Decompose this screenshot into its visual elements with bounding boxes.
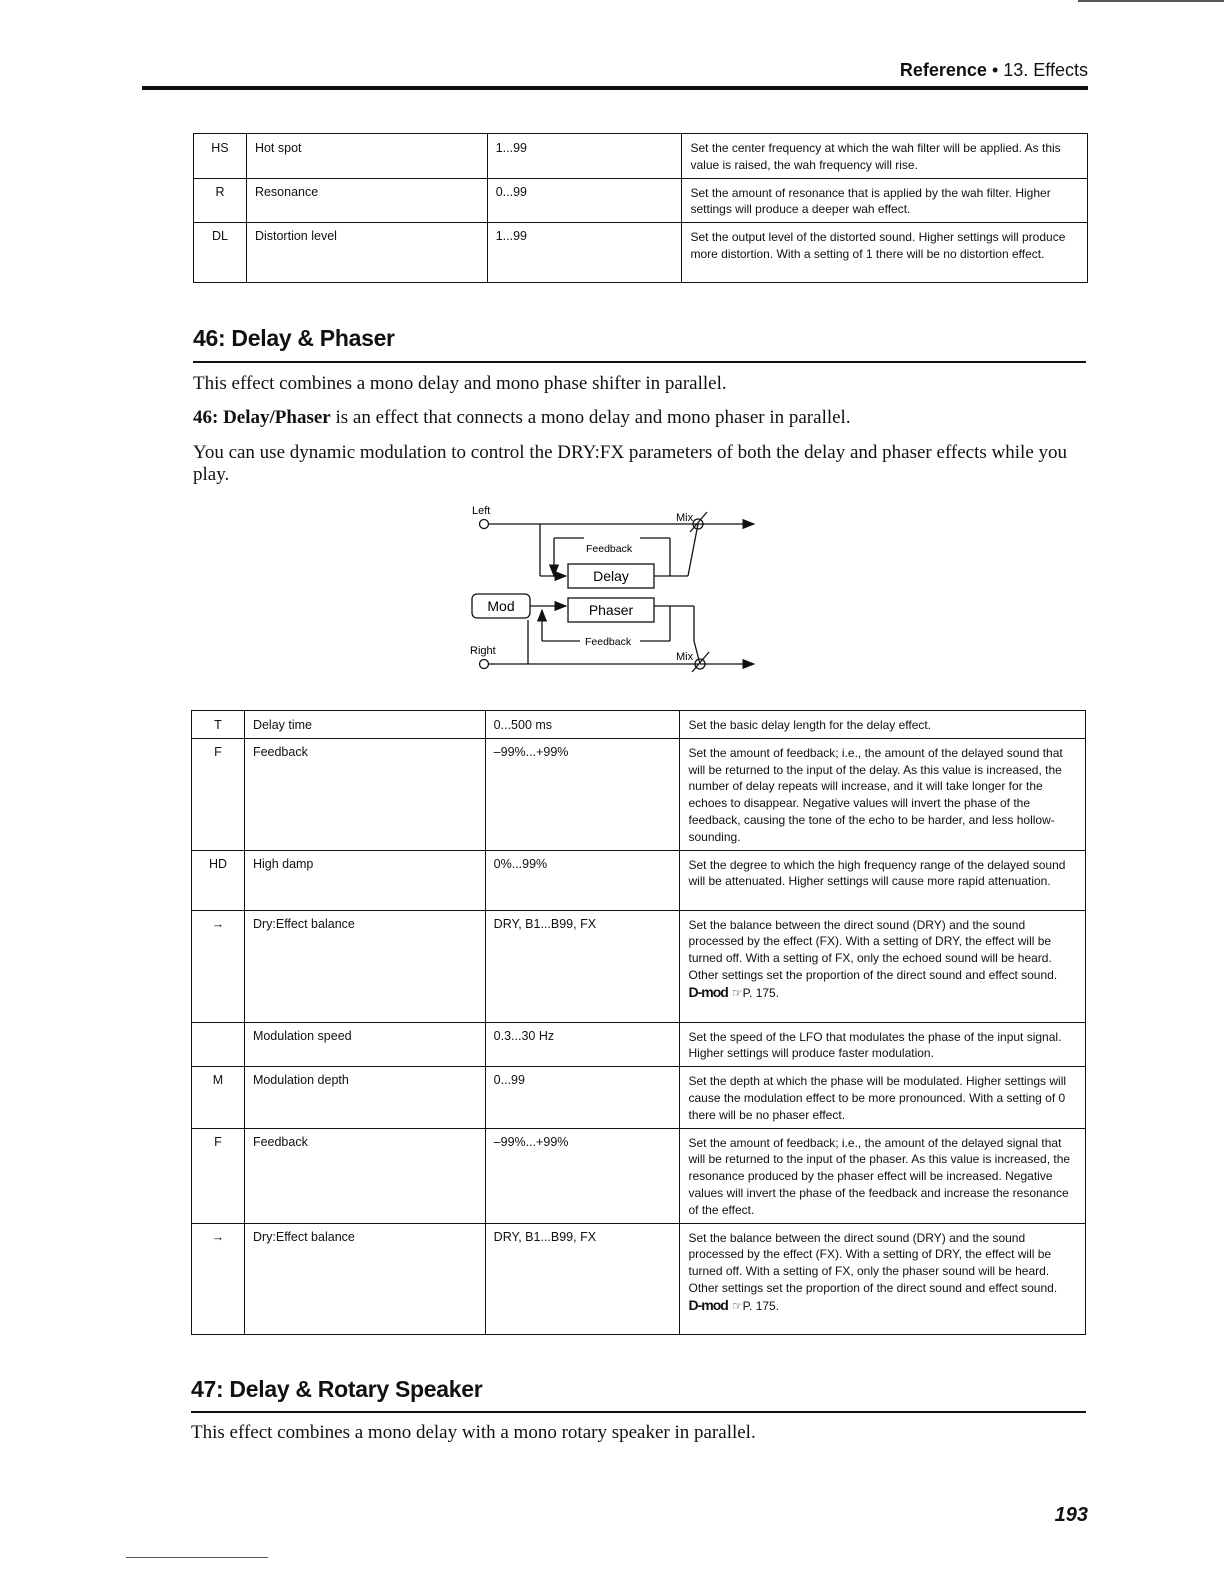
param-name: High damp xyxy=(244,850,485,910)
param-abbr: T xyxy=(192,711,245,739)
param-range: 0.3...30 Hz xyxy=(485,1022,680,1067)
param-desc xyxy=(680,910,1086,1022)
param-range: 0...500 ms xyxy=(485,711,680,739)
section-46-para-3: You can use dynamic modulation to control the DRY:FX parameters of both the delay and phaser effects while you play. xyxy=(193,442,1067,485)
param-name: Resonance xyxy=(246,178,487,223)
param-desc-text: Set the balance between the direct sound (DRY) and the sound processed by the effect (FX). With a setting of DRY, the effect will be turned off. With a setting of FX, only the echoed sound will be heard. Other settings set the proportion of the direct sound and effect sound. xyxy=(688,917,1058,982)
param-abbr: HS xyxy=(194,134,247,179)
mix-top-label: Mix xyxy=(676,512,694,524)
left-input-jack xyxy=(480,520,489,529)
param-range: 0...99 xyxy=(485,1067,680,1128)
param-range: DRY, B1...B99, FX xyxy=(485,910,680,1022)
table-row xyxy=(192,850,1086,910)
param-name: Modulation depth xyxy=(244,1067,485,1128)
param-range: –99%...+99% xyxy=(485,738,680,850)
header-section: Reference xyxy=(899,60,987,80)
effect-name-bold: 46: Delay/Phaser xyxy=(193,407,331,428)
section-46-para-1: This effect combines a mono delay and mono phase shifter in parallel. xyxy=(193,373,727,394)
section-title-47: 47: Delay & Rotary Speaker xyxy=(191,1376,483,1402)
mod-block-label: Mod xyxy=(487,598,515,614)
delay-to-mix-line xyxy=(688,524,698,576)
param-range: 1...99 xyxy=(487,223,682,283)
param-desc: Set the basic delay length for the delay effect. xyxy=(680,711,1086,739)
feedback-top-label: Feedback xyxy=(586,543,633,555)
param-desc: Set the degree to which the high frequency range of the delayed sound will be attenuated. Higher settings will cause more rapid attenuation. xyxy=(680,850,1086,910)
param-name: Modulation speed xyxy=(244,1022,485,1067)
param-desc: Set the amount of feedback; i.e., the amount of the delayed sound that will be returned to the input of the delay. As this value is increased, the number of delay repeats will increase, and it will take longer for the echoes to disappear. Negative values will invert the phase of the feedback, causing the tone of the echo to be harder, and less hollow-sounding. xyxy=(680,738,1086,850)
section-47-para-1: This effect combines a mono delay with a mono rotary speaker in parallel. xyxy=(191,1422,756,1443)
param-desc: Set the depth at which the phase will be modulated. Higher settings will cause the modulation effect to be more pronounced. With a setting of 0 there will be no phaser effect. xyxy=(680,1067,1086,1128)
param-desc xyxy=(680,1223,1086,1334)
section-rule-47 xyxy=(191,1411,1086,1413)
param-range: –99%...+99% xyxy=(485,1128,680,1223)
header-bullet: • xyxy=(991,60,999,80)
header-chapter: 13. Effects xyxy=(1003,60,1088,80)
table-row xyxy=(192,1067,1086,1128)
param-abbr: R xyxy=(194,178,247,223)
param-table-delay-phaser xyxy=(191,710,1086,1335)
table-row xyxy=(192,1022,1086,1067)
param-desc: Set the center frequency at which the wah filter will be applied. As this value is raised, the wah frequency will rise. xyxy=(682,134,1088,179)
page-number: 193 xyxy=(1054,1504,1088,1526)
param-desc: Set the output level of the distorted sound. Higher settings will produce more distortion. With a setting of 1 there will be no distortion effect. xyxy=(682,223,1088,283)
left-input-label: Left xyxy=(472,505,491,517)
param-abbr: F xyxy=(192,1128,245,1223)
param-abbr: → xyxy=(192,1223,245,1334)
param-abbr: DL xyxy=(194,223,247,283)
param-name: Delay time xyxy=(244,711,485,739)
param-range: DRY, B1...B99, FX xyxy=(485,1223,680,1334)
param-desc-text: Set the balance between the direct sound (DRY) and the sound processed by the effect (FX). With a setting of DRY, the effect will be turned off. With a setting of FX, only the phaser sound will be heard. Other settings set the proportion of the direct sound and effect sound. xyxy=(688,1230,1058,1295)
table-row xyxy=(192,910,1086,1022)
table-row xyxy=(194,134,1088,179)
running-header xyxy=(142,60,1088,86)
bottom-edge-line xyxy=(126,1557,268,1558)
section-rule-46 xyxy=(193,361,1086,363)
table-row xyxy=(192,738,1086,850)
page-reference: ☞P. 175. xyxy=(731,985,780,1000)
table-row xyxy=(194,223,1088,283)
right-input-jack xyxy=(480,660,489,669)
param-name: Distortion level xyxy=(246,223,487,283)
param-name: Feedback xyxy=(244,1128,485,1223)
param-desc: Set the amount of resonance that is applied by the wah filter. Higher settings will produce a deeper wah effect. xyxy=(682,178,1088,223)
phaser-block-label: Phaser xyxy=(588,602,634,618)
param-abbr: M xyxy=(192,1067,245,1128)
table-row xyxy=(194,178,1088,223)
signal-flow-diagram xyxy=(466,498,766,680)
page-reference: ☞P. 175. xyxy=(731,1298,780,1313)
param-desc: Set the speed of the LFO that modulates the phase of the input signal. Higher settings will produce faster modulation. xyxy=(680,1022,1086,1067)
section-title-46: 46: Delay & Phaser xyxy=(193,325,395,351)
param-desc: Set the amount of feedback; i.e., the amount of the delayed signal that will be returned to the input of the phaser. As this value is increased, the resonance produced by the phaser effect will be increased. Negative values will invert the phase of the feedback and increase the resonance of the effect. xyxy=(680,1128,1086,1223)
param-name: Feedback xyxy=(244,738,485,850)
delay-block-label: Delay xyxy=(593,568,629,584)
param-abbr: F xyxy=(192,738,245,850)
right-input-label: Right xyxy=(470,645,496,657)
dmod-icon: D-mod xyxy=(688,983,728,1000)
mix-bottom-label: Mix xyxy=(676,651,694,663)
param-abbr xyxy=(192,1022,245,1067)
param-table-wah xyxy=(193,133,1088,283)
param-abbr: HD xyxy=(192,850,245,910)
dmod-icon: D-mod xyxy=(688,1296,728,1313)
table-row xyxy=(192,711,1086,739)
param-name: Dry:Effect balance xyxy=(244,910,485,1022)
param-range: 0...99 xyxy=(487,178,682,223)
section-46-para-2-text: is an effect that connects a mono delay and mono phaser in parallel. xyxy=(330,407,851,428)
section-46-para-2 xyxy=(193,407,1086,429)
param-name: Hot spot xyxy=(246,134,487,179)
param-name: Dry:Effect balance xyxy=(244,1223,485,1334)
feedback-bottom-label: Feedback xyxy=(585,636,632,648)
table-row xyxy=(192,1128,1086,1223)
header-rule xyxy=(142,86,1088,90)
table-row xyxy=(192,1223,1086,1334)
param-range: 0%...99% xyxy=(485,850,680,910)
top-edge-line xyxy=(1078,0,1224,2)
param-range: 1...99 xyxy=(487,134,682,179)
param-abbr: → xyxy=(192,910,245,1022)
